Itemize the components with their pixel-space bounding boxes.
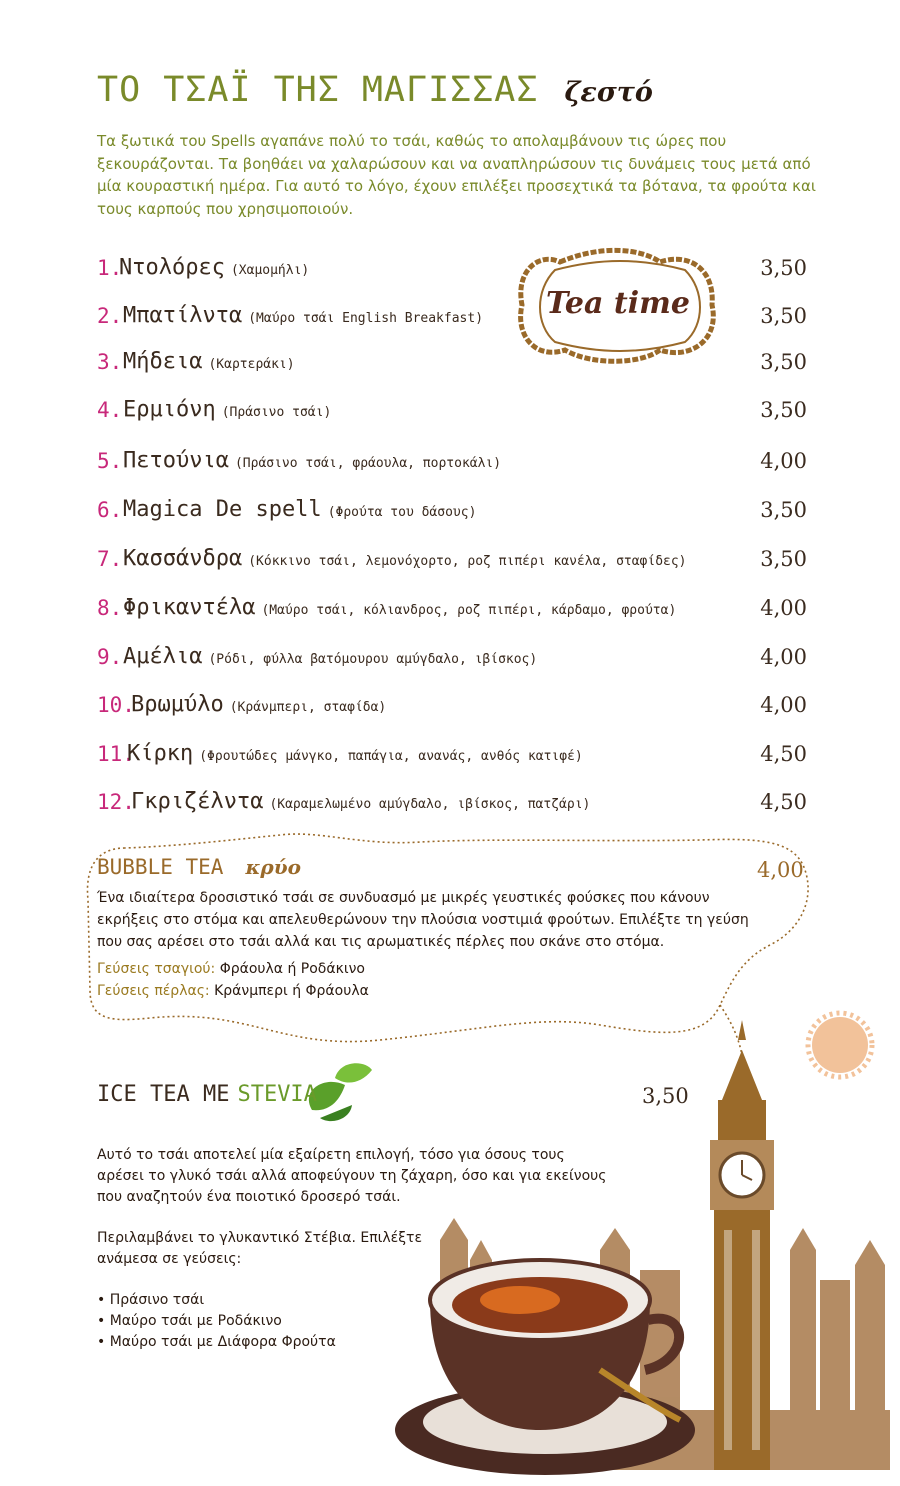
item-desc: (Κράνμπερι, σταφίδα)	[229, 700, 387, 715]
item-name: Ντολόρες (Χαμομήλι)	[119, 255, 310, 280]
list-item	[97, 392, 807, 428]
item-desc: (Πράσινο τσάι, φράουλα, πορτοκάλι)	[234, 456, 502, 471]
tea-flavors-value: Φράουλα ή Ροδάκινο	[219, 961, 365, 977]
list-item	[97, 687, 807, 723]
tea-flavors-row	[97, 961, 365, 977]
header	[97, 70, 653, 110]
pearl-flavors-row	[97, 983, 369, 999]
item-number: 7.	[97, 547, 123, 571]
list-item	[97, 784, 807, 820]
list-item	[97, 639, 807, 675]
item-price: 4,00	[760, 596, 807, 620]
item-name: Μήδεια (Καρτεράκι)	[123, 349, 295, 374]
item-desc: (Πράσινο τσάι)	[221, 405, 332, 420]
item-name: Ερμιόνη (Πράσινο τσάι)	[123, 397, 332, 422]
list-item: • Μαύρο τσάι με Ροδάκινο	[97, 1311, 336, 1332]
item-number: 4.	[97, 398, 123, 422]
list-item	[97, 344, 807, 380]
item-number: 1.	[97, 256, 123, 280]
item-number: 12.	[97, 790, 135, 814]
ice-tea-flavors	[97, 1290, 336, 1353]
ice-tea-includes: Περιλαμβάνει το γλυκαντικό Στέβια. Επιλέξτε ανάμεσα σε γεύσεις:	[97, 1230, 423, 1267]
item-number: 10.	[97, 693, 135, 717]
item-name: Πετούνια (Πράσινο τσάι, φράουλα, πορτοκάλι)	[123, 448, 502, 473]
item-desc: (Χαμομήλι)	[230, 263, 310, 278]
item-price: 3,50	[760, 350, 807, 374]
item-price: 4,00	[760, 693, 807, 717]
item-number: 11.	[97, 742, 135, 766]
item-price: 3,50	[760, 304, 807, 328]
item-name: Γκριζέλντα (Καραμελωμένο αμύγδαλο, ιβίσκος, πατζάρι)	[131, 789, 591, 814]
ice-tea-title: ICE TEA ME	[97, 1082, 230, 1107]
item-name: Μπατίλντα (Μαύρο τσάι English Breakfast)	[123, 303, 484, 328]
item-desc: (Μαύρο τσάι English Breakfast)	[248, 311, 484, 326]
item-price: 3,50	[760, 547, 807, 571]
item-price: 4,00	[760, 449, 807, 473]
page-title: ΤΟ ΤΣΑΪ ΤΗΣ ΜΑΓΙΣΣΑΣ	[97, 70, 539, 110]
item-number: 2.	[97, 304, 123, 328]
list-item	[97, 443, 807, 479]
list-item	[97, 736, 807, 772]
mint-leaf-icon	[309, 1063, 372, 1121]
sun-icon	[808, 1013, 872, 1077]
intro-text: Τα ξωτικά του Spells αγαπάνε πολύ το τσάι, καθώς το απολαμβάνουν τις ώρες που ξεκουράζονται. Τα βοηθάει να χαλαρώσουν και να αναπληρώσουν τις δυνάμεις τους μετά από μία κουραστική ημέρα. Για αυτό το λόγο, έχουν επιλέξει προσεχτικά τα βότανα, τα φρούτα και τους καρπούς που χρησιμοποιούν.	[97, 132, 816, 218]
item-desc: (Μαύρο τσάι, κόλιανδρος, ροζ πιπέρι, κάρδαμο, φρούτα)	[261, 603, 677, 618]
list-item	[97, 590, 807, 626]
item-name: Βρωμύλο (Κράνμπερι, σταφίδα)	[131, 692, 387, 717]
item-desc: (Ρόδι, φύλλα βατόμουρου αμύγδαλο, ιβίσκος)	[208, 652, 538, 667]
tea-cup-icon	[395, 1260, 695, 1475]
ice-tea-header	[97, 1082, 317, 1107]
pearl-flavors-label: Γεύσεις πέρλας:	[97, 983, 210, 999]
bubble-tea-desc: Ένα ιδιαίτερα δροσιστικό τσάι σε συνδυασμό με μικρές γευστικές φούσκες που κάνουν εκρήξεις στο στόμα και απελευθερώνουν την πλούσια νοστιμιά φρούτων. Επιλέξτε τη γεύση που σας αρέσει στο τσάι αλλά και τις αρωματικές πέρλες που σκάνε στο στόμα.	[97, 890, 749, 950]
ice-tea-price: 3,50	[642, 1084, 689, 1108]
item-name: Κίρκη (Φρουτώδες μάνγκο, παπάγια, ανανάς, ανθός κατιφέ)	[127, 741, 583, 766]
item-desc: (Κόκκινο τσάι, λεμονόχορτο, ροζ πιπέρι κανέλα, σταφίδες)	[248, 554, 687, 569]
pearl-flavors-value: Κράνμπερι ή Φράουλα	[214, 983, 369, 999]
ice-tea-desc: Αυτό το τσάι αποτελεί μία εξαίρετη επιλογή, τόσο για όσους τους αρέσει το γλυκό τσάι αλλά αποφεύγουν τη ζάχαρη, όσο και για εκείνους που αναζητούν ένα ποιοτικό δροσερό τσάι.	[97, 1147, 607, 1205]
list-item: • Μαύρο τσάι με Διάφορα Φρούτα	[97, 1332, 336, 1353]
item-number: 9.	[97, 645, 123, 669]
item-price: 3,50	[760, 256, 807, 280]
bubble-tea-header	[97, 855, 301, 879]
item-price: 3,50	[760, 398, 807, 422]
big-ben-icon	[710, 1020, 774, 1470]
item-name: Φρικαντέλα (Μαύρο τσάι, κόλιανδρος, ροζ πιπέρι, κάρδαμο, φρούτα)	[123, 595, 677, 620]
list-item	[97, 541, 807, 577]
item-number: 8.	[97, 596, 123, 620]
item-desc: (Φρουτώδες μάνγκο, παπάγια, ανανάς, ανθός κατιφέ)	[199, 749, 583, 764]
tea-flavors-label: Γεύσεις τσαγιού:	[97, 961, 216, 977]
item-number: 6.	[97, 498, 123, 522]
title-tag: ζεστό	[564, 77, 653, 108]
item-number: 5.	[97, 449, 123, 473]
list-item	[97, 298, 807, 334]
bubble-tea-name: BUBBLE TEA	[97, 855, 224, 879]
item-name: Magica De spell (Φρούτα του δάσους)	[123, 497, 477, 522]
item-price: 3,50	[760, 498, 807, 522]
stevia-title: STEVIA	[237, 1082, 317, 1107]
item-number: 3.	[97, 350, 123, 374]
list-item	[97, 250, 807, 286]
item-name: Αμέλια (Ρόδι, φύλλα βατόμουρου αμύγδαλο, ιβίσκος)	[123, 644, 538, 669]
list-item: • Πράσινο τσάι	[97, 1290, 336, 1311]
item-desc: (Φρούτα του δάσους)	[327, 505, 477, 520]
bubble-tea-price: 4,00	[757, 858, 804, 882]
item-desc: (Καρτεράκι)	[208, 357, 295, 372]
item-price: 4,50	[760, 790, 807, 814]
item-name: Κασσάνδρα (Κόκκινο τσάι, λεμονόχορτο, ροζ πιπέρι κανέλα, σταφίδες)	[123, 546, 687, 571]
list-item	[97, 492, 807, 528]
item-price: 4,50	[760, 742, 807, 766]
bubble-tea-tag: κρύο	[245, 855, 301, 879]
item-desc: (Καραμελωμένο αμύγδαλο, ιβίσκος, πατζάρι)	[269, 797, 591, 812]
item-price: 4,00	[760, 645, 807, 669]
tea-time-text: Tea time	[546, 286, 690, 321]
